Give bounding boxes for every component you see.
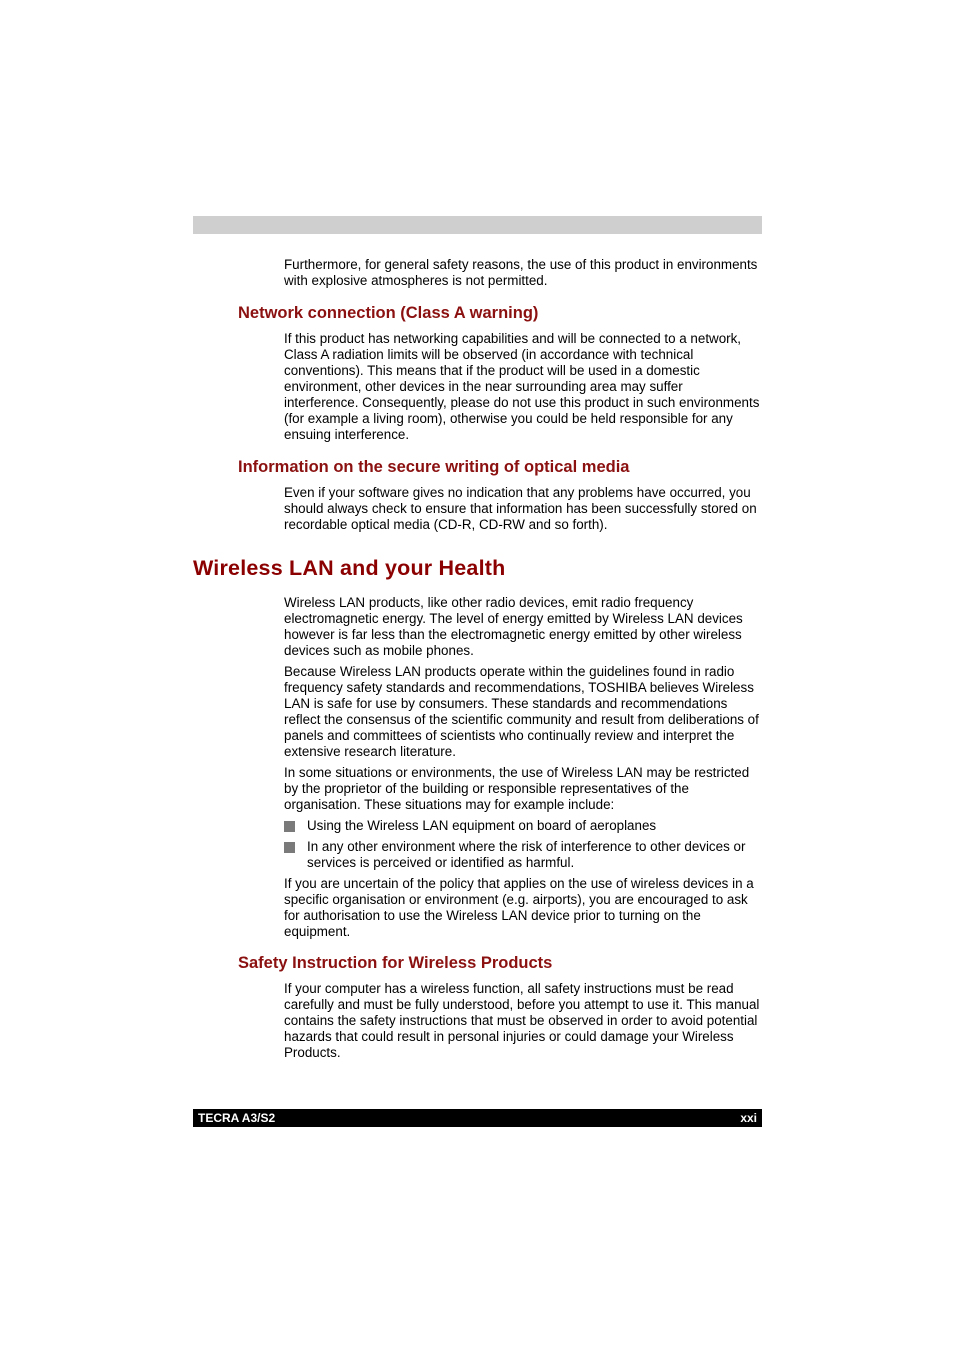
wlan-paragraph-4: If you are uncertain of the policy that applies on the use of wireless devices in a specific organisation or environment (e.g. airports), you are encouraged to ask for authorisation to use the Wireless LAN device prior to turning on the equipment.: [284, 876, 754, 939]
safety-paragraph: If your computer has a wireless function, all safety instructions must be read carefully and must be fully understood, before you attempt to use it. This manual contains the safety instructions that must be observed in order to avoid potential hazards that could result in personal injuries or could damage your Wireless Products.: [284, 981, 760, 1060]
bullet-marker-1: [284, 821, 295, 832]
header-bar: [193, 216, 762, 234]
bullet-item-2: In any other environment where the risk of interference to other devices or services is perceived or identified as harmful.: [307, 839, 746, 870]
wlan-paragraph-2: Because Wireless LAN products operate within the guidelines found in radio frequency safety standards and recommendations, TOSHIBA believes Wireless LAN is safe for use by consumers. These standards and recommendations reflect the consensus of the scientific community and result from deliberations of panels and committees of scientists who continually review and interpret the extensive research literature.: [284, 664, 759, 759]
footer-bar: [193, 1109, 762, 1127]
bullet-item-1: Using the Wireless LAN equipment on board of aeroplanes: [307, 818, 657, 833]
wlan-paragraph-3: In some situations or environments, the use of Wireless LAN may be restricted by the proprietor of the building or responsible representatives of the organisation. These situations may for example include:: [284, 765, 750, 812]
heading-safety-instruction: Safety Instruction for Wireless Products: [238, 954, 553, 972]
footer-page-number: xxi: [740, 1111, 757, 1125]
wlan-paragraph-1: Wireless LAN products, like other radio devices, emit radio frequency electromagnetic energy. The level of energy emitted by Wireless LAN devices however is far less than the electromagnetic energy emitted by other wireless devices such as mobile phones.: [284, 595, 743, 658]
network-paragraph: If this product has networking capabilities and will be connected to a network, Class A radiation limits will be observed (in accordance with technical conventions). This means that if the product will be used in a domestic environment, other devices in the near surrounding area may suffer interference. Consequently, please do not use this product in such environments (for example a living room), otherwise you could be held responsible for any ensuing interference.: [284, 331, 760, 442]
optical-paragraph: Even if your software gives no indication that any problems have occurred, you should always check to ensure that information has been successfully stored on recordable optical media (CD-R, CD-RW and so forth).: [284, 485, 757, 532]
heading-optical-media: Information on the secure writing of optical media: [238, 458, 630, 476]
footer-model-name: TECRA A3/S2: [198, 1111, 276, 1125]
heading-wireless-lan-health: Wireless LAN and your Health: [193, 556, 506, 580]
intro-paragraph: Furthermore, for general safety reasons, the use of this product in environments with explosive atmospheres is not permitted.: [284, 257, 758, 288]
bullet-marker-2: [284, 842, 295, 853]
heading-network-connection: Network connection (Class A warning): [238, 304, 539, 322]
